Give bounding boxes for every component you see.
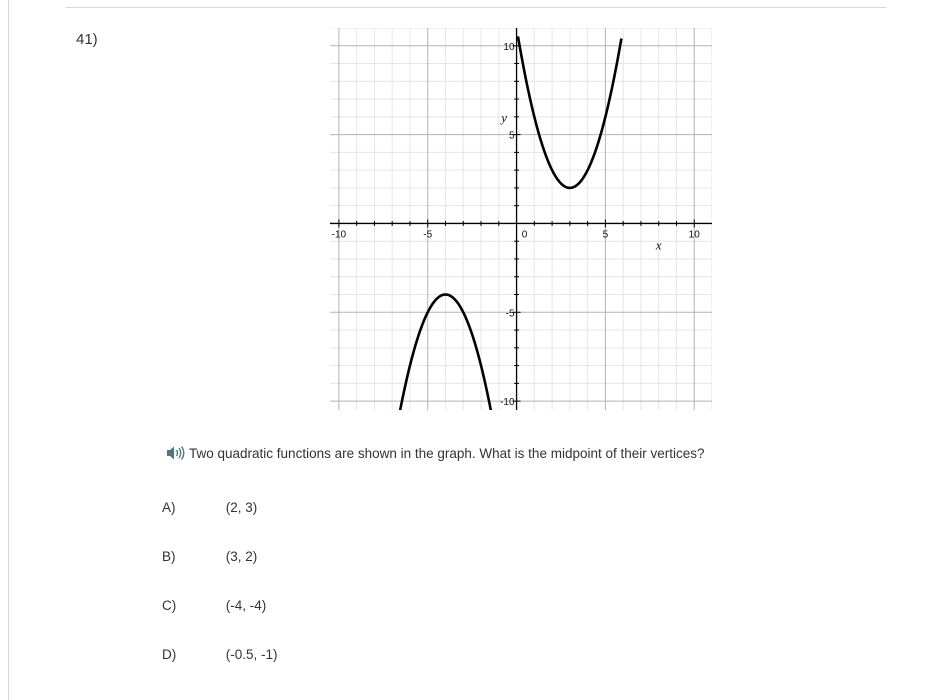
- x-tick-label: -5: [423, 229, 433, 241]
- y-tick-label: 5: [508, 130, 515, 142]
- choice-c-text: (-4, -4): [225, 598, 267, 613]
- choice-d-text: (-0.5, -1): [225, 647, 278, 662]
- page-left-border: [8, 0, 9, 700]
- choice-b[interactable]: [162, 547, 257, 567]
- x-tick-label: 5: [602, 229, 609, 241]
- choice-a-text: (2, 3): [225, 500, 258, 515]
- x-axis-label: x: [655, 237, 662, 253]
- choice-d-letter: D): [162, 647, 177, 662]
- prompt-text: Two quadratic functions are shown in the graph. What is the midpoint of their vertices?: [189, 445, 705, 461]
- choice-b-letter: B): [162, 549, 176, 564]
- y-tick-label: -10: [500, 397, 515, 409]
- choice-c[interactable]: [162, 596, 266, 616]
- choice-b-text: (3, 2): [225, 549, 258, 564]
- choice-c-letter: C): [162, 598, 177, 613]
- x-tick-label: 0: [521, 229, 528, 241]
- question-prompt: [166, 445, 705, 461]
- y-axis-label: y: [501, 110, 508, 126]
- choice-d[interactable]: [162, 645, 278, 665]
- speaker-icon[interactable]: [166, 445, 186, 461]
- x-tick-label: -10: [331, 229, 347, 241]
- quadratic-graph: [330, 28, 712, 410]
- y-tick-label: -5: [505, 308, 515, 320]
- x-tick-label: 10: [688, 229, 700, 241]
- graph-canvas: [330, 28, 712, 410]
- y-tick-label: 10: [503, 41, 515, 53]
- question-number: 41): [76, 31, 98, 48]
- choice-a[interactable]: [162, 498, 257, 518]
- top-divider: [66, 7, 886, 8]
- choice-a-letter: A): [162, 500, 176, 515]
